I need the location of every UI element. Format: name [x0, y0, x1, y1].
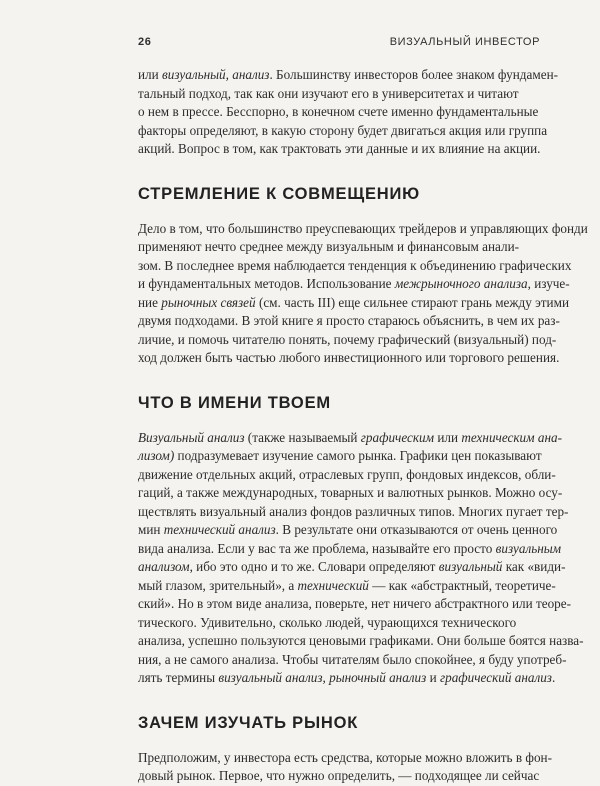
text-line: акций. Вопрос в том, как трактовать эти данные и их влияние на акции.	[138, 141, 541, 156]
text-line: ский». Но в этом виде анализа, поверьте, нет ничего абстрактного или теоре-	[138, 596, 572, 611]
text-line: двумя подходами. В этой книге я просто стараюсь объяснить, в чем их раз-	[138, 313, 560, 328]
section-heading: ЧТО В ИМЕНИ ТВОЕМ	[138, 393, 331, 412]
section-heading: СТРЕМЛЕНИЕ К СОВМЕЩЕНИЮ	[138, 184, 420, 203]
text-line: лизом) подразумевает изучение самого рынка. Графики цен показывают	[138, 448, 542, 463]
text-line: Дело в том, что большинство преуспевающих трейдеров и управляющих фонди	[138, 220, 588, 236]
section-paragraph	[138, 749, 552, 786]
text-line: гаций, а также международных, товарных и валютных рынков. Можно осу-	[138, 485, 563, 500]
text-line: о нем в прессе. Бесспорно, в конечном счете именно фундаментальные	[138, 104, 539, 119]
text-line: вида анализа. Если у вас та же проблема, называйте его просто визуальным	[138, 540, 562, 556]
section-heading: ЗАЧЕМ ИЗУЧАТЬ РЫНОК	[138, 713, 359, 732]
text-line: мин технический анализ. В результате они отказываются от очень ценного	[138, 522, 558, 537]
text-line: применяют нечто среднее между визуальным и финансовым анали-	[138, 239, 520, 254]
text-line: тического. Удивительно, сколько людей, чурающихся технического	[138, 614, 517, 630]
text-line: зом. В последнее время наблюдается тенденция к объединению графических	[138, 257, 572, 273]
text-line: Визуальный анализ (также называемый графическим или техническим ана-	[138, 429, 562, 445]
text-line: ществлять визуальный анализ фондов различных типов. Многих пугает тер-	[138, 503, 569, 519]
text-line: ния, а не самого анализа. Чтобы читателям было спокойнее, я буду употреб-	[138, 651, 567, 667]
text-line: лять термины визуальный анализ, рыночный анализ и графический анализ.	[138, 670, 556, 685]
section-paragraph	[138, 220, 588, 368]
text-line: анализа, успешно пользуются ценовыми графиками. Они больше боятся назва-	[138, 633, 584, 648]
text-line: ход должен быть частью любого инвестиционного или торгового решения.	[138, 350, 560, 365]
text-line: и фундаментальных методов. Использование межрыночного анализа, изуче-	[138, 276, 570, 291]
page-number: 26	[138, 36, 152, 48]
running-title: ВИЗУАЛЬНЫЙ ИНВЕСТОР	[389, 36, 540, 48]
text-line: довый рынок. Первое, что нужно определить, — подходящее ли сейчас	[138, 768, 540, 783]
page-header	[138, 36, 540, 52]
text-line: тальный подход, так как они изучают его в университетах и читают	[138, 85, 519, 101]
text-line: Предположим, у инвестора есть средства, которые можно вложить в фон-	[138, 749, 552, 765]
page-body	[138, 66, 588, 786]
text-line: личие, и помочь читателю понять, почему графический (визуальный) под-	[138, 331, 557, 347]
text-line: мый глазом, зрительный», а технический — как «абстрактный, теоретиче-	[138, 577, 556, 593]
text-line: ние рыночных связей (см. часть III) еще сильнее стирают грань между этими	[138, 294, 569, 310]
text-line: движение отдельных акций, отраслевых групп, фондовых индексов, обли-	[138, 466, 556, 482]
intro-paragraph	[138, 66, 559, 159]
section-paragraph	[138, 429, 584, 688]
text-line: факторы определяют, в какую сторону будет двигаться акция или группа	[138, 122, 548, 138]
text-line: анализом, ибо это одно и то же. Словари определяют визуальный как «види-	[138, 559, 566, 574]
text-line: или визуальный, анализ. Большинству инвесторов более знаком фундамен-	[138, 67, 559, 82]
